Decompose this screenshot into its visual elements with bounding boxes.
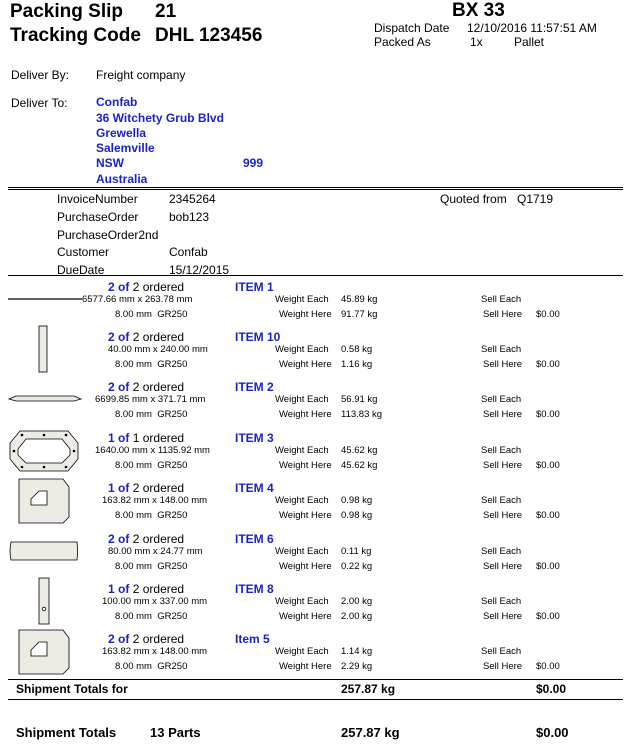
weight-each: 0.11 kg [341, 546, 372, 557]
of-label: of [118, 380, 130, 394]
dim-length: 80.00 mm [108, 546, 151, 557]
ordered-label: ordered [142, 532, 185, 546]
sell-here: $0.00 [536, 611, 560, 622]
material: GR250 [157, 561, 188, 572]
weight-each: 0.58 kg [341, 344, 373, 355]
qty-ordered: 2 [132, 481, 140, 495]
item-row [0, 431, 631, 479]
ordered-label: ordered [142, 582, 185, 596]
due-date: 15/12/2015 [169, 263, 230, 277]
shipment-totals-for-label: Shipment Totals for [16, 682, 128, 696]
divider-items [8, 275, 623, 276]
dim-x-label: x [152, 344, 158, 355]
item-name: ITEM 3 [235, 431, 274, 445]
part-tab-icon [37, 577, 51, 627]
invoice-number: 2345264 [169, 192, 216, 206]
dim-x-label: x [152, 495, 157, 506]
of-label: of [118, 582, 130, 596]
item-name: ITEM 2 [235, 380, 274, 394]
weight-each-label: Weight Each [275, 596, 329, 607]
weight-here: 113.83 kg [341, 409, 383, 420]
deliver-by-label: Deliver By: [11, 68, 70, 82]
sell-here: $0.00 [536, 309, 560, 320]
divider-top [8, 187, 623, 188]
dim-x-label: x [137, 294, 143, 305]
part-bar-icon [8, 296, 82, 302]
weight-here-label: Weight Here [279, 510, 332, 521]
part-tall-plate-icon [36, 325, 50, 375]
sell-here: $0.00 [536, 661, 560, 672]
material: GR250 [157, 460, 188, 471]
weight-each: 45.89 kg [341, 294, 378, 305]
thickness: 8.00 mm [115, 510, 152, 521]
weight-each-label: Weight Each [275, 394, 329, 405]
weight-here: 2.29 kg [341, 661, 373, 672]
qty-ordered: 1 [132, 431, 140, 445]
item-row [0, 280, 631, 328]
thickness: 8.00 mm [115, 359, 152, 370]
material: GR250 [157, 409, 188, 420]
qty-ordered: 2 [132, 532, 140, 546]
thickness: 8.00 mm [115, 561, 152, 572]
item-row [0, 380, 631, 428]
address-suburb: Salemville [96, 141, 155, 155]
ordered-label: ordered [142, 330, 185, 344]
item-row [0, 582, 631, 630]
weight-each-label: Weight Each [275, 646, 329, 657]
part-bracket-icon [17, 628, 71, 676]
dim-x-label: x [152, 546, 158, 557]
dim-length: 100.00 mm [102, 596, 150, 607]
dim-width: 337.00 mm [159, 596, 208, 607]
qty-packed: 2 [108, 330, 115, 344]
dim-width: 371.71 mm [157, 394, 206, 405]
purchase-order: bob123 [169, 210, 210, 224]
qty-packed: 2 [108, 380, 115, 394]
sell-each-label: Sell Each [481, 596, 522, 607]
dim-x-label: x [152, 596, 157, 607]
ordered-label: ordered [142, 632, 185, 646]
weight-each: 56.91 kg [341, 394, 378, 405]
packing-slip-number: 21 [155, 1, 177, 22]
item-name: Item 5 [235, 632, 270, 646]
weight-here-label: Weight Here [279, 309, 332, 320]
item-name: ITEM 1 [235, 280, 274, 294]
sell-here-label: Sell Here [483, 460, 523, 471]
material: GR250 [157, 359, 188, 370]
sell-here-label: Sell Here [483, 359, 523, 370]
weight-here: 0.98 kg [341, 510, 373, 521]
part-long-bar-icon [8, 394, 82, 402]
sell-here-label: Sell Here [483, 309, 523, 320]
dim-length: 6699.85 mm [95, 394, 148, 405]
weight-each: 2.00 kg [341, 596, 373, 607]
qty-ordered: 2 [132, 582, 140, 596]
qty-packed: 1 [108, 481, 115, 495]
dim-x-label: x [150, 394, 156, 405]
qty-ordered: 2 [132, 330, 140, 344]
packed-as-unit: Pallet [514, 35, 545, 49]
dim-length: 163.82 mm [102, 646, 150, 657]
dispatch-date: 12/10/2016 11:57:51 AM [467, 21, 597, 35]
weight-here-label: Weight Here [279, 661, 332, 672]
quoted-from: Q1719 [517, 192, 554, 206]
qty-packed: 1 [108, 582, 115, 596]
address-state: NSW [96, 156, 124, 170]
of-label: of [118, 330, 130, 344]
material: GR250 [157, 510, 188, 521]
sell-each-label: Sell Each [481, 394, 522, 405]
shipment-totals-sell: $0.00 [536, 725, 569, 740]
thickness: 8.00 mm [115, 409, 152, 420]
shipment-totals-label: Shipment Totals [16, 725, 117, 740]
sell-here: $0.00 [536, 359, 560, 370]
weight-here: 91.77 kg [341, 309, 378, 320]
weight-here-label: Weight Here [279, 460, 332, 471]
deliver-to-label: Deliver To: [11, 96, 68, 110]
divider-totals [8, 679, 623, 680]
address-street: 36 Witchety Grub Blvd [96, 111, 224, 125]
dim-length: 1640.00 mm [95, 445, 148, 456]
address-country: Australia [96, 172, 148, 186]
qty-packed: 2 [108, 280, 115, 294]
divider-totals-bottom [8, 699, 623, 700]
shipment-parts: 13 Parts [150, 725, 201, 740]
dim-width: 263.78 mm [144, 294, 193, 305]
packed-as-qty: 1x [470, 35, 483, 49]
qty-packed: 2 [108, 532, 115, 546]
dim-width: 1135.92 mm [157, 445, 210, 456]
weight-each: 1.14 kg [341, 646, 373, 657]
dispatch-date-label: Dispatch Date [374, 21, 450, 35]
dim-x-label: x [152, 646, 157, 657]
weight-here: 2.00 kg [341, 611, 373, 622]
sell-here-label: Sell Here [483, 561, 523, 572]
thickness: 8.00 mm [115, 460, 152, 471]
purchase-order-2nd-label: PurchaseOrder2nd [57, 228, 159, 242]
packed-as-label: Packed As [374, 35, 431, 49]
of-label: of [118, 280, 130, 294]
ordered-label: ordered [142, 431, 185, 445]
weight-here-label: Weight Here [279, 611, 332, 622]
sell-each-label: Sell Each [481, 646, 522, 657]
dim-length: 40.00 mm [108, 344, 151, 355]
address-name: Confab [96, 95, 138, 109]
sell-here: $0.00 [536, 460, 560, 471]
thickness: 8.00 mm [115, 309, 152, 320]
weight-each-label: Weight Each [275, 546, 329, 557]
packing-slip-label: Packing Slip [10, 1, 123, 22]
divider-top-2 [8, 189, 623, 190]
dim-width: 148.00 mm [159, 495, 208, 506]
quoted-from-label: Quoted from [440, 192, 507, 206]
sell-each-label: Sell Each [481, 546, 522, 557]
customer: Confab [169, 245, 208, 259]
dim-width: 148.00 mm [159, 646, 208, 657]
sell-here: $0.00 [536, 510, 560, 521]
weight-each: 45.62 kg [341, 445, 378, 456]
weight-here-label: Weight Here [279, 359, 332, 370]
deliver-by: Freight company [96, 68, 186, 82]
item-row [0, 330, 631, 378]
ordered-label: ordered [142, 280, 185, 294]
item-name: ITEM 6 [235, 532, 274, 546]
part-strip-icon [8, 540, 80, 562]
weight-here-label: Weight Here [279, 409, 332, 420]
thickness: 8.00 mm [115, 611, 152, 622]
ordered-label: ordered [142, 380, 185, 394]
item-name: ITEM 8 [235, 582, 274, 596]
dim-length: 163.82 mm [102, 495, 150, 506]
box-code: BX 33 [452, 0, 505, 21]
thickness: 8.00 mm [115, 661, 152, 672]
sell-here-label: Sell Here [483, 611, 523, 622]
qty-ordered: 2 [132, 632, 140, 646]
item-name: ITEM 10 [235, 330, 281, 344]
item-row [0, 532, 631, 580]
of-label: of [118, 431, 130, 445]
part-frame-icon [8, 427, 80, 475]
sell-here: $0.00 [536, 409, 560, 420]
weight-here: 45.62 kg [341, 460, 378, 471]
weight-each-label: Weight Each [275, 294, 329, 305]
tracking-code-label: Tracking Code [10, 25, 141, 46]
of-label: of [118, 481, 130, 495]
sell-each-label: Sell Each [481, 495, 522, 506]
shipment-totals-for-weight: 257.87 kg [341, 682, 396, 696]
item-name: ITEM 4 [235, 481, 274, 495]
qty-ordered: 2 [132, 380, 140, 394]
dim-x-label: x [150, 445, 156, 456]
weight-here: 0.22 kg [341, 561, 373, 572]
part-bracket-icon [17, 477, 71, 525]
material: GR250 [157, 611, 188, 622]
weight-each-label: Weight Each [275, 445, 329, 456]
address-city: Grewella [96, 126, 147, 140]
sell-here-label: Sell Here [483, 661, 523, 672]
dim-length: 6577.66 mm [82, 294, 135, 305]
weight-each-label: Weight Each [275, 344, 329, 355]
qty-packed: 2 [108, 632, 115, 646]
qty-packed: 1 [108, 431, 115, 445]
sell-each-label: Sell Each [481, 344, 522, 355]
sell-here-label: Sell Here [483, 409, 523, 420]
of-label: of [118, 532, 130, 546]
sell-here: $0.00 [536, 561, 560, 572]
sell-here-label: Sell Here [483, 510, 523, 521]
weight-here-label: Weight Here [279, 561, 332, 572]
item-row [0, 632, 631, 680]
purchase-order-label: PurchaseOrder [57, 210, 139, 224]
sell-each-label: Sell Each [481, 445, 522, 456]
due-date-label: DueDate [57, 263, 105, 277]
weight-each: 0.98 kg [341, 495, 373, 506]
dim-width: 240.00 mm [160, 344, 208, 355]
material: GR250 [157, 309, 188, 320]
customer-label: Customer [57, 245, 110, 259]
ordered-label: ordered [142, 481, 185, 495]
tracking-code: DHL 123456 [155, 25, 263, 46]
shipment-totals-for-sell: $0.00 [536, 682, 567, 696]
material: GR250 [157, 661, 188, 672]
shipment-totals-weight: 257.87 kg [341, 725, 400, 740]
item-row [0, 481, 631, 529]
dim-width: 24.77 mm [160, 546, 203, 557]
address-postcode: 999 [243, 156, 264, 170]
weight-here: 1.16 kg [341, 359, 373, 370]
sell-each-label: Sell Each [481, 294, 522, 305]
invoice-label: InvoiceNumber [57, 192, 138, 206]
qty-ordered: 2 [132, 280, 140, 294]
of-label: of [118, 632, 130, 646]
weight-each-label: Weight Each [275, 495, 329, 506]
